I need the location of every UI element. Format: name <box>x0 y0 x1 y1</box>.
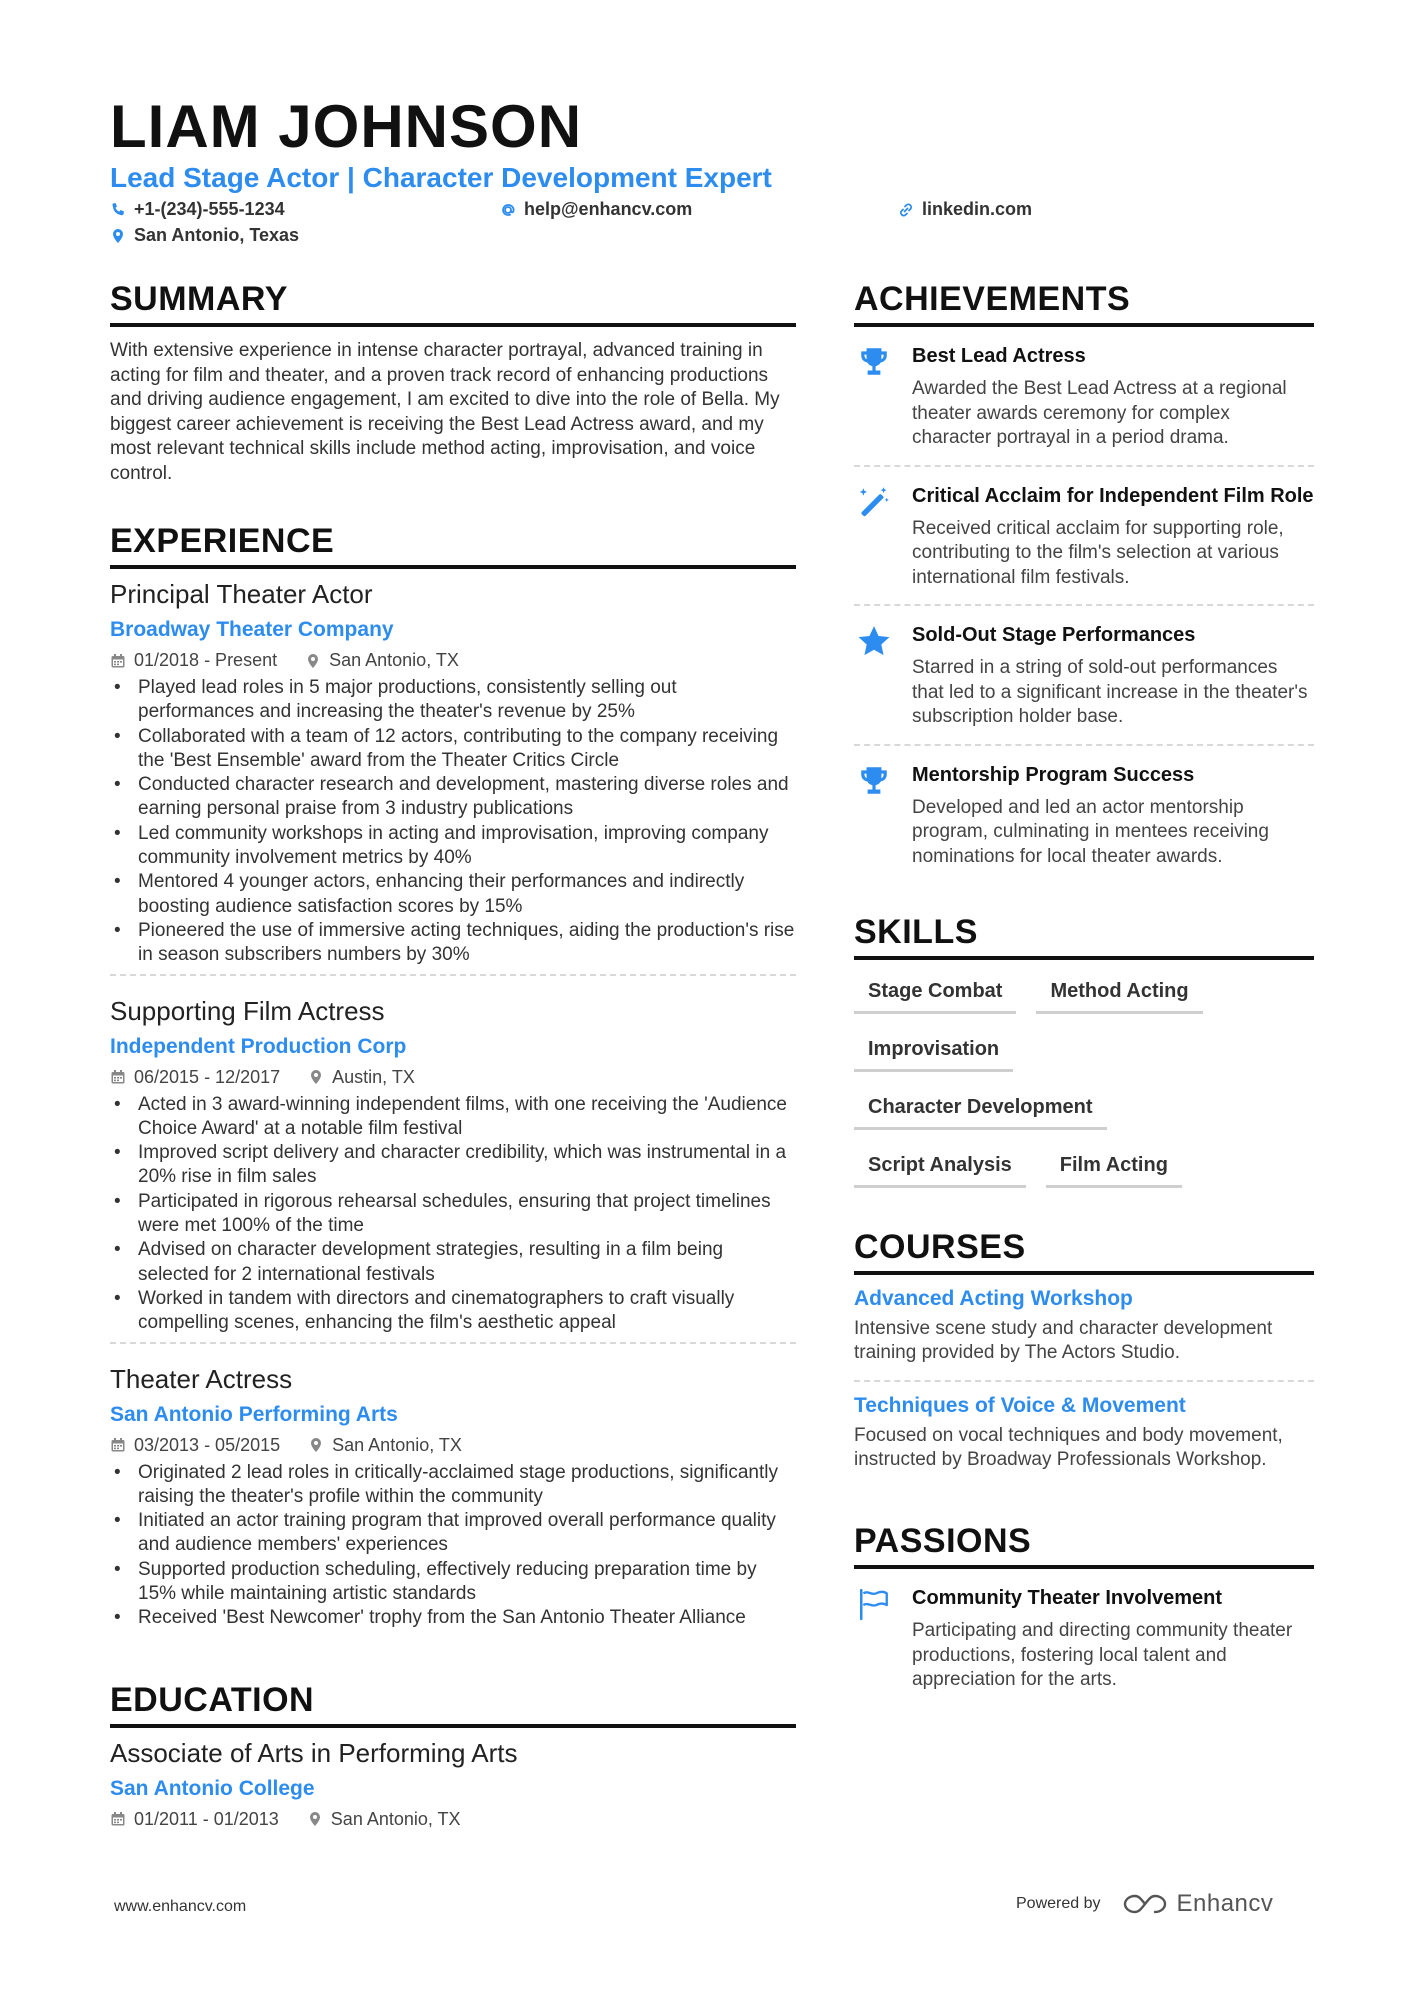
job-bullet: • Conducted character research and development, mastering diverse roles and earning personal praise from 3 industry publications <box>110 773 796 822</box>
job-entry <box>110 974 796 1342</box>
education-location <box>307 1809 461 1830</box>
achievement-title: Sold-Out Stage Performances <box>912 624 1196 646</box>
calendar-icon <box>110 653 126 669</box>
job-dates <box>110 1435 280 1456</box>
left-column <box>110 280 796 1836</box>
job-bullet: • Initiated an actor training program that improved overall performance quality and audience members' experiences <box>110 1509 796 1558</box>
job-bullet: • Played lead roles in 5 major productions, consistently selling out performances and increasing the theater's revenue by 25% <box>110 676 796 725</box>
contact-location <box>110 225 299 246</box>
job-dates <box>110 1067 280 1088</box>
location-text: San Antonio, Texas <box>134 225 300 245</box>
school-name: San Antonio College <box>110 1776 315 1800</box>
skill-tag: Improvisation <box>854 1024 1013 1072</box>
passions-heading: PASSIONS <box>854 1522 1314 1569</box>
achievements-heading: ACHIEVEMENTS <box>854 280 1314 327</box>
job-meta <box>110 1067 796 1088</box>
achievement-desc: Developed and led an actor mentorship program, culminating in mentees receiving nominations for local theater awards. <box>912 796 1269 867</box>
job-bullet: • Supported production scheduling, effectively reducing preparation time by 15% while maintaining artistic standards <box>110 1558 796 1607</box>
job-dates-text: 03/2013 - 05/2015 <box>134 1434 281 1455</box>
course-title: Techniques of Voice & Movement <box>854 1393 1186 1417</box>
job-bullets <box>110 1093 796 1336</box>
location-pin-icon <box>308 1069 324 1085</box>
achievement-title: Critical Acclaim for Independent Film Role <box>912 484 1314 507</box>
job-bullet: • Advised on character development strategies, resulting in a film being selected for 2 international festivals <box>110 1238 796 1287</box>
star-icon-wrap <box>854 622 894 730</box>
achievement-title: Best Lead Actress <box>912 345 1086 367</box>
job-dates <box>110 650 277 671</box>
education-heading: EDUCATION <box>110 1681 796 1728</box>
candidate-title: Lead Stage Actor | Character Development Expert <box>110 162 772 193</box>
calendar-icon <box>110 1811 126 1827</box>
achievement-body <box>912 343 1314 451</box>
skills-list <box>854 966 1314 1198</box>
education-entry <box>110 1738 796 1836</box>
education-dates <box>110 1809 279 1830</box>
passion-desc: Participating and directing community theater productions, fostering local talent and appreciation for the arts. <box>912 1620 1293 1691</box>
job-entry <box>110 1342 796 1637</box>
job-title: Principal Theater Actor <box>110 579 373 609</box>
achievement-item <box>854 327 1314 465</box>
enhancv-logo-icon <box>1123 1893 1167 1915</box>
job-company: San Antonio Performing Arts <box>110 1402 398 1426</box>
flag-icon-wrap <box>854 1585 894 1693</box>
job-bullet: • Worked in tandem with directors and cinematographers to craft visually compelling scenes, enhancing the film's aesthetic appeal <box>110 1287 796 1336</box>
footer-website[interactable]: www.enhancv.com <box>114 1898 247 1915</box>
skills-heading: SKILLS <box>854 913 1314 960</box>
skill-tag: Stage Combat <box>854 966 1016 1014</box>
job-location <box>308 1067 415 1088</box>
linkedin-link[interactable]: linkedin.com <box>922 199 1033 219</box>
job-dates-text: 01/2018 - Present <box>134 650 278 670</box>
email-link[interactable]: help@enhancv.com <box>524 199 693 219</box>
achievement-item <box>854 744 1314 884</box>
trophy-icon-wrap <box>854 762 894 870</box>
achievement-item <box>854 604 1314 744</box>
job-dates-text: 06/2015 - 12/2017 <box>134 1066 281 1087</box>
job-bullet: • Collaborated with a team of 12 actors, contributing to the company receiving the 'Best Ensemble' award from the Theater Critics Circle <box>110 725 796 774</box>
candidate-name: LIAM JOHNSON <box>110 93 583 160</box>
summary-text: With extensive experience in intense character portrayal, advanced training in acting for film and theater, and a proven track record of enhancing productions and driving audience engagement, I am excited to dive into the role of Bella. My biggest career achievement is receiving the Best Lead Actress award, and my most relevant technical skills include method acting, improvisation, and voice control. <box>110 340 780 484</box>
summary-heading: SUMMARY <box>110 280 796 327</box>
job-bullet: • Participated in rigorous rehearsal schedules, ensuring that project timelines were met 100% of the time <box>110 1190 796 1239</box>
job-bullet: • Received 'Best Newcomer' trophy from the San Antonio Theater Alliance <box>110 1606 796 1630</box>
job-location <box>308 1435 462 1456</box>
brand-name: Enhancv <box>1176 1890 1274 1917</box>
trophy-icon <box>857 764 891 798</box>
contact-email[interactable] <box>500 199 692 220</box>
education-dates-text: 01/2011 - 01/2013 <box>134 1808 279 1829</box>
location-pin-icon <box>305 653 321 669</box>
skill-tag: Film Acting <box>1046 1140 1182 1188</box>
course-title: Advanced Acting Workshop <box>854 1287 1133 1310</box>
magic-wand-icon-wrap <box>854 483 894 591</box>
flag-icon <box>857 1587 891 1621</box>
location-pin-icon <box>307 1811 323 1827</box>
passion-title: Community Theater Involvement <box>912 1587 1223 1610</box>
footer-branding <box>1016 1890 1273 1918</box>
calendar-icon <box>110 1437 126 1453</box>
course-desc: Focused on vocal techniques and body movement, instructed by Broadway Professionals Workshop. <box>854 1424 1283 1470</box>
powered-by-text: Powered by <box>1016 1895 1101 1912</box>
job-location-text: Austin, TX <box>332 1066 415 1087</box>
achievement-desc: Received critical acclaim for supporting role, contributing to the film's selection at various international film festivals. <box>912 517 1284 588</box>
job-meta <box>110 650 796 671</box>
skill-tag: Script Analysis <box>854 1140 1026 1188</box>
experience-heading: EXPERIENCE <box>110 522 796 569</box>
job-bullet: • Mentored 4 younger actors, enhancing their performances and indirectly boosting audience satisfaction scores by 15% <box>110 870 796 919</box>
job-bullet: • Improved script delivery and character credibility, which was instrumental in a 20% rise in film sales <box>110 1141 796 1190</box>
job-company: Broadway Theater Company <box>110 618 394 641</box>
skill-tag: Character Development <box>854 1082 1107 1130</box>
achievement-desc: Starred in a string of sold-out performances that led to a significant increase in the theater's subscription holder base. <box>912 657 1308 727</box>
education-meta <box>110 1809 796 1830</box>
course-item <box>854 1380 1314 1487</box>
job-bullet: • Led community workshops in acting and improvisation, improving company community involvement metrics by 40% <box>110 822 796 871</box>
achievement-desc: Awarded the Best Lead Actress at a regional theater awards ceremony for complex character portrayal in a period drama. <box>912 378 1287 448</box>
achievement-body <box>912 622 1314 730</box>
trophy-icon <box>857 345 891 379</box>
phone-icon <box>110 202 126 218</box>
star-icon <box>857 624 891 658</box>
calendar-icon <box>110 1069 126 1085</box>
education-location-text: San Antonio, TX <box>330 1808 461 1829</box>
passion-item <box>854 1569 1314 1707</box>
trophy-icon-wrap <box>854 343 894 451</box>
at-sign-icon <box>500 202 516 218</box>
phone-text: +1-(234)-555-1234 <box>134 199 285 219</box>
job-title: Supporting Film Actress <box>110 995 385 1026</box>
courses-heading: COURSES <box>854 1228 1314 1275</box>
achievement-title: Mentorship Program Success <box>912 763 1195 786</box>
magic-wand-icon <box>857 485 891 519</box>
location-pin-icon <box>308 1437 324 1453</box>
job-entry <box>110 579 796 974</box>
course-desc: Intensive scene study and character development training provided by The Actors Studio. <box>854 1318 1273 1364</box>
contact-linkedin[interactable] <box>898 199 1032 220</box>
right-column <box>854 280 1314 1707</box>
job-title: Theater Actress <box>110 1363 293 1394</box>
job-bullets <box>110 676 796 968</box>
job-bullet: • Pioneered the use of immersive acting techniques, aiding the production's rise in season subscribers numbers by 30% <box>110 919 796 968</box>
degree-title: Associate of Arts in Performing Arts <box>110 1737 518 1768</box>
achievement-body <box>912 483 1314 591</box>
job-location-text: San Antonio, TX <box>329 650 459 670</box>
passion-body <box>912 1585 1314 1693</box>
course-item <box>854 1275 1314 1380</box>
job-meta <box>110 1435 796 1456</box>
job-location <box>305 650 459 671</box>
achievement-item <box>854 465 1314 605</box>
skill-tag: Method Acting <box>1036 966 1202 1014</box>
job-bullets <box>110 1461 796 1631</box>
achievement-body <box>912 762 1314 870</box>
job-bullet: • Acted in 3 award-winning independent films, with one receiving the 'Audience Choice Award' at a notable film festival <box>110 1093 796 1142</box>
location-pin-icon <box>110 228 126 244</box>
job-company: Independent Production Corp <box>110 1034 407 1058</box>
job-bullet: • Originated 2 lead roles in critically-acclaimed stage productions, significantly raising the theater's profile within the community <box>110 1461 796 1510</box>
contact-phone <box>110 199 285 220</box>
link-icon <box>898 202 914 218</box>
brand-logo[interactable] <box>1123 1890 1274 1918</box>
job-location-text: San Antonio, TX <box>332 1434 462 1455</box>
